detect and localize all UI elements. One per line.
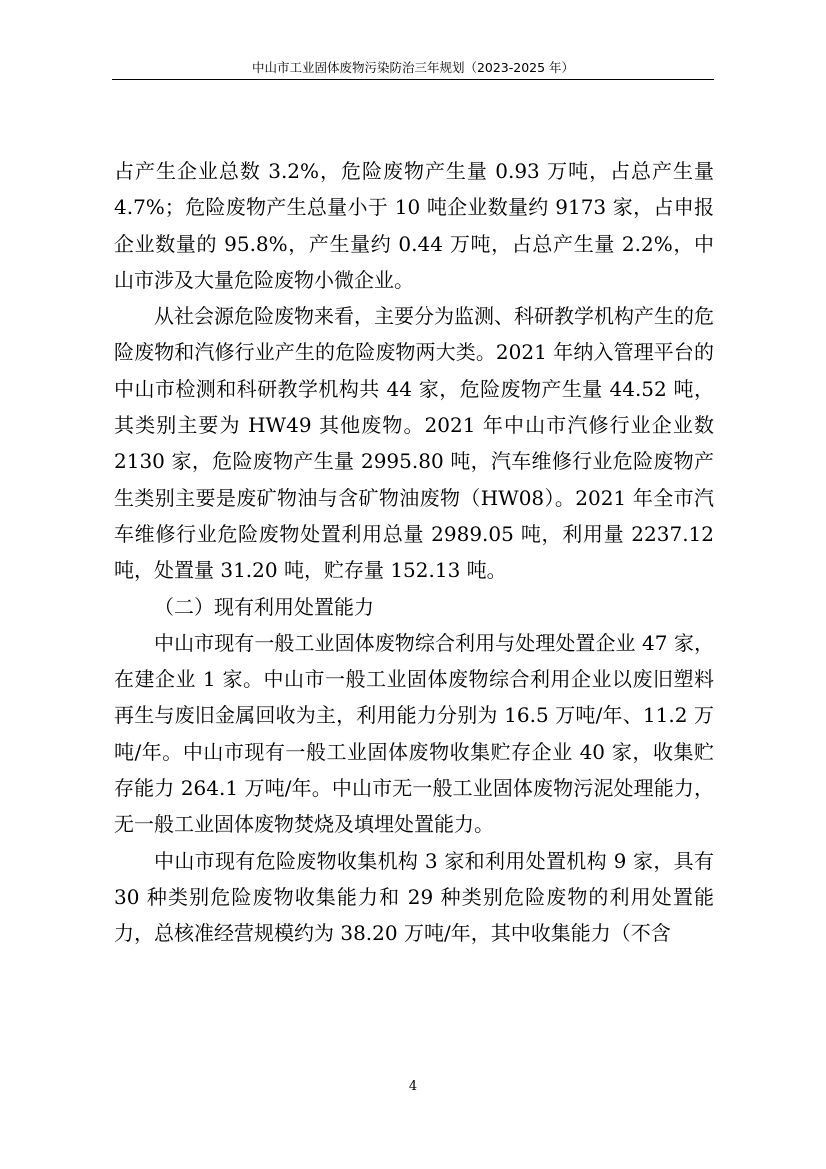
section-heading: （二）现有利用处置能力 [154, 594, 374, 619]
paragraph-continued: 占产生企业总数 3.2%，危险废物产生量 0.93 万吨，占总产生量 4.7%；危险废物产生总量小于 10 吨企业数量约 9173 家，占申报企业数量的 95.8%，产生量约 0.44 万吨，占总产生量 2.2%，中山市涉及大量危险废物小微企业。 [114, 159, 714, 292]
document-body [114, 153, 714, 952]
header-divider [112, 79, 714, 80]
paragraph-social-source-waste: 从社会源危险废物来看，主要分为监测、科研教学机构产生的危险废物和汽修行业产生的危险废物两大类。2021 年纳入管理平台的中山市检测和科研教学机构共 44 家，危险废物产生量 44.52 吨，其类别主要为 HW49 其他废物。2021 年中山市汽修行业企业数 2130 家，危险废物产生量 2995.80 吨，汽车维修行业危险废物产生类别主要是废矿物油与含矿物油废物（HW08）。2021 年全市汽车维修行业危险废物处置利用总量 2989.05 吨，利用量 2237.12 吨，处置量 31.20 吨，贮存量 152.13 吨。 [114, 304, 714, 583]
paragraph-hazardous-waste-capacity: 中山市现有危险废物收集机构 3 家和利用处置机构 9 家，具有 30 种类别危险废物收集能力和 29 种类别危险废物的利用处置能力，总核准经营规模约为 38.20 万吨/年，其中收集能力（不含 [114, 848, 714, 946]
page-number: 4 [408, 1079, 418, 1094]
paragraph-general-waste-capacity: 中山市现有一般工业固体废物综合利用与处理处置企业 47 家，在建企业 1 家。中山市一般工业固体废物综合利用企业以废旧塑料再生与废旧金属回收为主，利用能力分别为 16.5 万吨/年、11.2 万吨/年。中山市现有一般工业固体废物收集贮存企业 40 家，收集贮存能力 264.1 万吨/年。中山市无一般工业固体废物污泥处理能力，无一般工业固体废物焚烧及填埋处置能力。 [114, 630, 714, 837]
running-header: 中山市工业固体废物污染防治三年规划（2023-2025 年） [251, 60, 575, 75]
